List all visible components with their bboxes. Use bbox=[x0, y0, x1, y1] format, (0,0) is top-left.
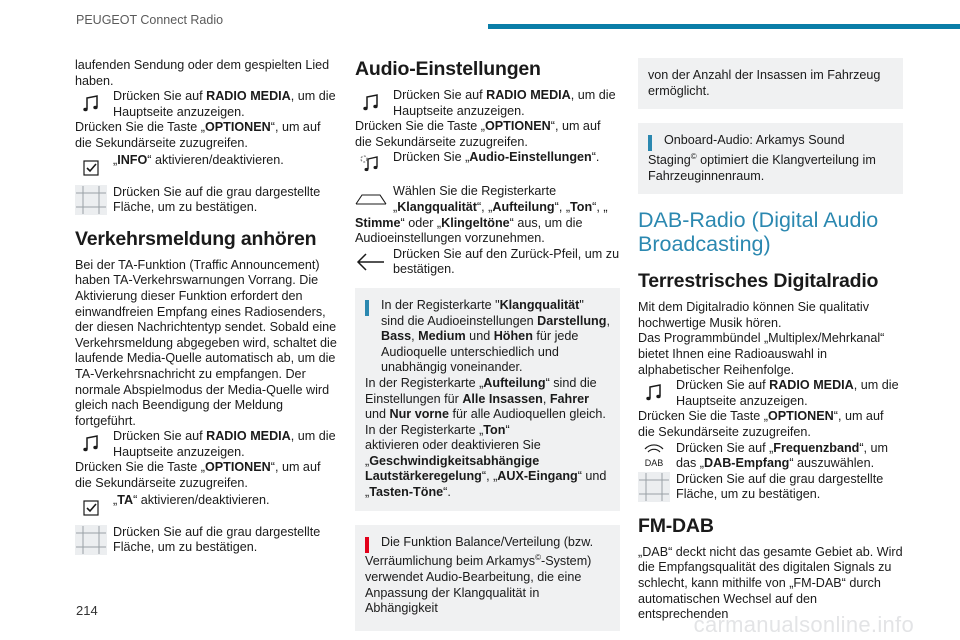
heading-audio: Audio-Einstellungen bbox=[355, 58, 541, 80]
svg-text:DAB: DAB bbox=[644, 457, 664, 468]
checkbox-icon bbox=[75, 493, 107, 523]
step-grey-confirm: Drücken Sie auf die grau dargestellte Fläche, um zu bestätigen. bbox=[75, 185, 337, 216]
music-note-icon bbox=[75, 89, 107, 119]
paragraph-options-2: Drücken Sie die Taste „OPTIONEN“, um auf die Sekundärseite zuzugreifen. bbox=[75, 460, 321, 491]
watermark: carmanualsonline.info bbox=[693, 612, 914, 637]
info-note: In der Registerkarte "Klangqualität" sind die Audioeinstellungen Darstellung, Bass, Medium und Höhen für jede Audioquelle unterschiedlich und unabhängig voneinander. In der Registerkarte „Aufteilung“ sind die Einstellungen für Alle Insassen, Fahrer und Nur vorne für alle Audioquellen gleich. In der Registerkarte „Ton“ aktivieren oder deaktivieren Sie „Geschwindigkeitsabhängige Lautstärkeregelung“, „AUX-Eingang“ und „Tasten-Töne“. bbox=[355, 288, 620, 511]
back-arrow-icon bbox=[355, 247, 387, 277]
music-note-icon bbox=[75, 429, 107, 459]
step-radio-media-3: Drücken Sie auf RADIO MEDIA, um die Hauptseite anzuzeigen. bbox=[355, 88, 620, 119]
step-info-toggle: „INFO“ aktivieren/deaktivieren. bbox=[75, 153, 337, 183]
grey-area-icon bbox=[75, 525, 107, 555]
info-icon bbox=[365, 300, 369, 316]
page-header bbox=[0, 0, 960, 42]
paragraph-options-3: Drücken Sie die Taste „OPTIONEN“, um auf die Sekundärseite zuzugreifen. bbox=[355, 119, 601, 149]
grey-area-icon bbox=[638, 472, 670, 502]
step-radio-media-4: Drücken Sie auf RADIO MEDIA, um die Hauptseite anzuzeigen. bbox=[638, 378, 903, 409]
info-note-2: Onboard-Audio: Arkamys Sound Staging© optimiert die Klangverteilung im Fahrzeuginnenraum. bbox=[638, 123, 903, 194]
grey-area-icon bbox=[75, 185, 107, 215]
paragraph-tabs-cont: Stimme“ oder „Klingeltöne“ aus, um die Audioeinstellungen vorzunehmen. bbox=[355, 215, 583, 246]
info-icon bbox=[648, 135, 652, 151]
paragraph-bundle: Das Programmbündel „Multiplex/Mehrkanal“ bietet Ihnen eine Radioauswahl in alphabetischer Reihenfolge. bbox=[638, 331, 885, 377]
heading-terrestrial: Terrestrisches Digitalradio bbox=[638, 270, 879, 293]
music-note-icon bbox=[638, 378, 670, 408]
column-3 bbox=[638, 58, 903, 623]
music-note-icon bbox=[355, 88, 387, 118]
step-radio-media: Drücken Sie auf RADIO MEDIA, um die Hauptseite anzuzeigen. bbox=[75, 89, 337, 120]
tabs-icon bbox=[355, 184, 387, 214]
checkbox-icon bbox=[75, 153, 107, 183]
step-grey-confirm-2: Drücken Sie auf die grau dargestellte Fläche, um zu bestätigen. bbox=[75, 525, 337, 556]
step-back-arrow: Drücken Sie auf den Zurück-Pfeil, um zu bestätigen. bbox=[355, 247, 620, 278]
paragraph-fm-dab: „DAB“ deckt nicht das gesamte Gebiet ab. Wird die Empfangsqualität des digitalen Signals zu schlecht, kann mithilfe von „FM-DAB“ durch automatischen Wechsel auf den entsprechenden bbox=[638, 544, 903, 622]
paragraph-traffic: Bei der TA-Funktion (Traffic Announcement) haben TA-Verkehrswarnungen Vorrang. Die Aktivierung dieser Funktion erfordert den einwandfreien Empfang eines Radiosenders, der diesen Nachrichtentyp sendet. Sobald eine Verkehrsmeldung abgegeben wird, schaltet die laufende Media-Quelle automatisch ab, um die TA-Verkehrsnachricht zu empfangen. Der normale Abspielmodus der Media-Quelle wird gleich nach Beendigung der Meldung fortgeführt. bbox=[75, 257, 337, 428]
column-2 bbox=[355, 58, 620, 640]
paragraph-intro: laufenden Sendung oder dem gespielten Lied haben. bbox=[75, 58, 330, 88]
dab-icon bbox=[638, 441, 670, 471]
heading-dab: DAB-Radio (Digital Audio Broadcasting) bbox=[638, 208, 879, 257]
header-accent-bar bbox=[488, 24, 960, 29]
step-grey-confirm-3: Drücken Sie auf die grau dargestellte Fläche, um zu bestätigen. bbox=[638, 472, 903, 503]
paragraph-options: Drücken Sie die Taste „OPTIONEN“, um auf die Sekundärseite zuzugreifen. bbox=[75, 120, 321, 150]
heading-fm-dab: FM-DAB bbox=[638, 514, 714, 537]
step-frequency-band: DAB Drücken Sie auf „Frequenzband“, um das „DAB-Empfang“ auszuwählen. bbox=[638, 441, 903, 472]
column-1 bbox=[75, 58, 337, 556]
step-audio-settings: Drücken Sie „Audio-Einstellungen“. bbox=[355, 150, 620, 180]
header-title: PEUGEOT Connect Radio bbox=[76, 13, 224, 27]
step-select-tab: Wählen Sie die Registerkarte „Klangqualität“, „Aufteilung“, „Ton“, „ bbox=[355, 184, 620, 215]
warning-icon bbox=[365, 537, 369, 553]
paragraph-terrestrial: Mit dem Digitalradio können Sie qualitativ hochwertige Musik hören. bbox=[638, 300, 870, 330]
audio-settings-icon bbox=[355, 150, 387, 180]
step-radio-media-2: Drücken Sie auf RADIO MEDIA, um die Hauptseite anzuzeigen. bbox=[75, 429, 337, 460]
paragraph-options-4: Drücken Sie die Taste „OPTIONEN“, um auf die Sekundärseite zuzugreifen. bbox=[638, 409, 884, 439]
warning-note: Die Funktion Balance/Verteilung (bzw. Verräumlichung beim Arkamys©-System) verwendet Audio-Bearbeitung, die eine Anpassung der Klangqualität in Abhängigkeit bbox=[355, 525, 620, 631]
page-number: 214 bbox=[76, 603, 98, 618]
heading-traffic: Verkehrsmeldung anhören bbox=[75, 227, 317, 250]
step-ta-toggle: „TA“ aktivieren/deaktivieren. bbox=[75, 493, 337, 523]
warning-note-continued: von der Anzahl der Insassen im Fahrzeug ermöglicht. bbox=[638, 58, 903, 109]
